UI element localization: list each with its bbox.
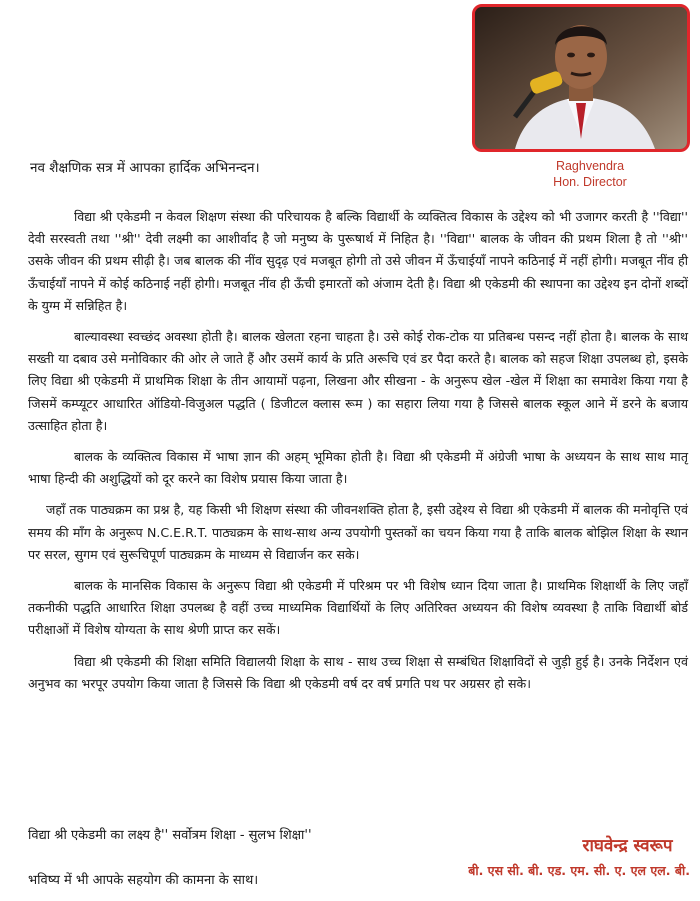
- greeting-line: नव शैक्षणिक सत्र में आपका हार्दिक अभिनन्दन।: [30, 160, 260, 176]
- paragraph: विद्या श्री एकेडमी की शिक्षा समिति विद्यालयी शिक्षा के साथ - साथ उच्च शिक्षा से सम्बंधित शिक्षाविदों से जुड़ी हुई है। उनके निर्देशन एवं अनुभव का भरपूर उपयोग किया जाता है जिससे कि विद्या श्री एकेडमी वर्ष दर वर्ष प्रगति पथ पर अग्रसर हो सके।: [28, 653, 688, 691]
- director-title: Hon. Director: [553, 175, 627, 189]
- message-body: [28, 206, 688, 704]
- paragraph: बालक के व्यक्तित्व विकास में भाषा ज्ञान की अहम् भूमिका होती है। विद्या श्री एकेडमी में अंग्रेजी भाषा के अध्ययन के साथ साथ मातृ भाषा हिन्दी की अशुद्धियों को दूर करने का विशेष प्रयास किया जाता है।: [28, 449, 688, 487]
- paragraph: जहाँ तक पाठ्यक्रम का प्रश्न है, यह किसी भी शिक्षण संस्था की जीवनशक्ति होता है, इसी उद्देश्य से विद्या श्री एकेडमी में बालक की मनोवृत्ति एवं समय की माँग के अनुरूप N.C.E.R.T. पाठ्यक्रम के साथ-साथ अन्य उपयोगी पुस्तकों का चयन किया गया है ताकि बालक बोझिल शिक्षा के स्थान पर सरल, सुगम एवं सुरूचिपूर्ण पाठ्यक्रम के माध्यम से विद्यार्जन कर सके।: [28, 502, 689, 562]
- paragraph: बालक के मानसिक विकास के अनुरूप विद्या श्री एकेडमी में परिश्रम पर भी विशेष ध्यान दिया जाता है। प्राथमिक शिक्षार्थी के लिए जहाँ तकनीकी पद्धति आधारित शिक्षा उपलब्ध है वहीं उच्च माध्यमिक विद्यार्थियों के लिए अतिरिक्त अध्ययन की विशेष व्यवस्था है ताकि विद्यार्थी बोर्ड परीक्षाओं में विशेष योग्यता के साथ श्रेणी प्राप्त कर सकें।: [28, 578, 688, 638]
- director-caption: [520, 158, 660, 190]
- portrait-photo-icon: [475, 7, 687, 149]
- director-name: Raghvendra: [555, 159, 625, 173]
- paragraph: बाल्यावस्था स्वच्छंद अवस्था होती है। बालक खेलता रहना चाहता है। उसे कोई रोक-टोक या प्रतिबन्ध पसन्द नहीं होता है। बालक के साथ सख्ती या दबाव उसे मनोविकार की ओर ले जाते हैं और उसमें कार्य के प्रति अरूचि एवं डर पैदा करते है। बालक को सहज शिक्षा उपलब्ध हो, इसके लिए विद्या श्री एकेडमी में प्राथमिक शिक्षा के तीन आयामों पढ़ना, लिखना और सीखना - के अनुरूप खेल -खेल में शिक्षा का समावेश किया गया है जिसमें कम्प्यूटर आधारित ऑडियो-विजुअल पद्धति ( डिजीटल क्लास रूम ) का सहारा लिया गया है जिससे बालक स्कूल आने में डरने के बजाय उत्साहित होता है।: [28, 329, 688, 433]
- director-photo: [472, 4, 690, 152]
- closing-line: भविष्य में भी आपके सहयोग की कामना के साथ।: [28, 873, 259, 888]
- signature-name: राघवेन्द्र स्वरूप: [582, 836, 673, 856]
- signature-degrees: बी. एस सी. बी. एड. एम. सी. ए. एल एल. बी.: [468, 863, 690, 878]
- paragraph: विद्या श्री एकेडमी न केवल शिक्षण संस्था की परिचायक है बल्कि विद्यार्थी के व्यक्तित्व विकास के उद्देश्य को भी उजागर करती है ''विद्या'' देवी सरस्वती तथा ''श्री'' देवी लक्ष्मी का आशीर्वाद है जो मनुष्य के पुरूषार्थ में निहित है। ''विद्या'' बालक के जीवन की प्रथम शिला है तो ''श्री'' उसके जीवन की प्रथम सीढ़ी है। जब बालक की नींव सुदृढ़ एवं मजबूत होगी तो उसे जीवन में ऊँचाईयाँ नापने कठिनाई में नहीं होगी। मजबूत नींव ही ऊँचाईयाँ नापने में कोई कठिनाई नहीं होगी। मजबूत नींव ही ऊँची इमारतों को अंजाम देती है। विद्या श्री एकेडमी की स्थापना का उद्देश्य इन दोनों शब्दों के युग्म में सन्निहित है।: [28, 209, 688, 313]
- motto-line: विद्या श्री एकेडमी का लक्ष्य है'' सर्वोत्रम शिक्षा - सुलभ शिक्षा'': [28, 828, 312, 843]
